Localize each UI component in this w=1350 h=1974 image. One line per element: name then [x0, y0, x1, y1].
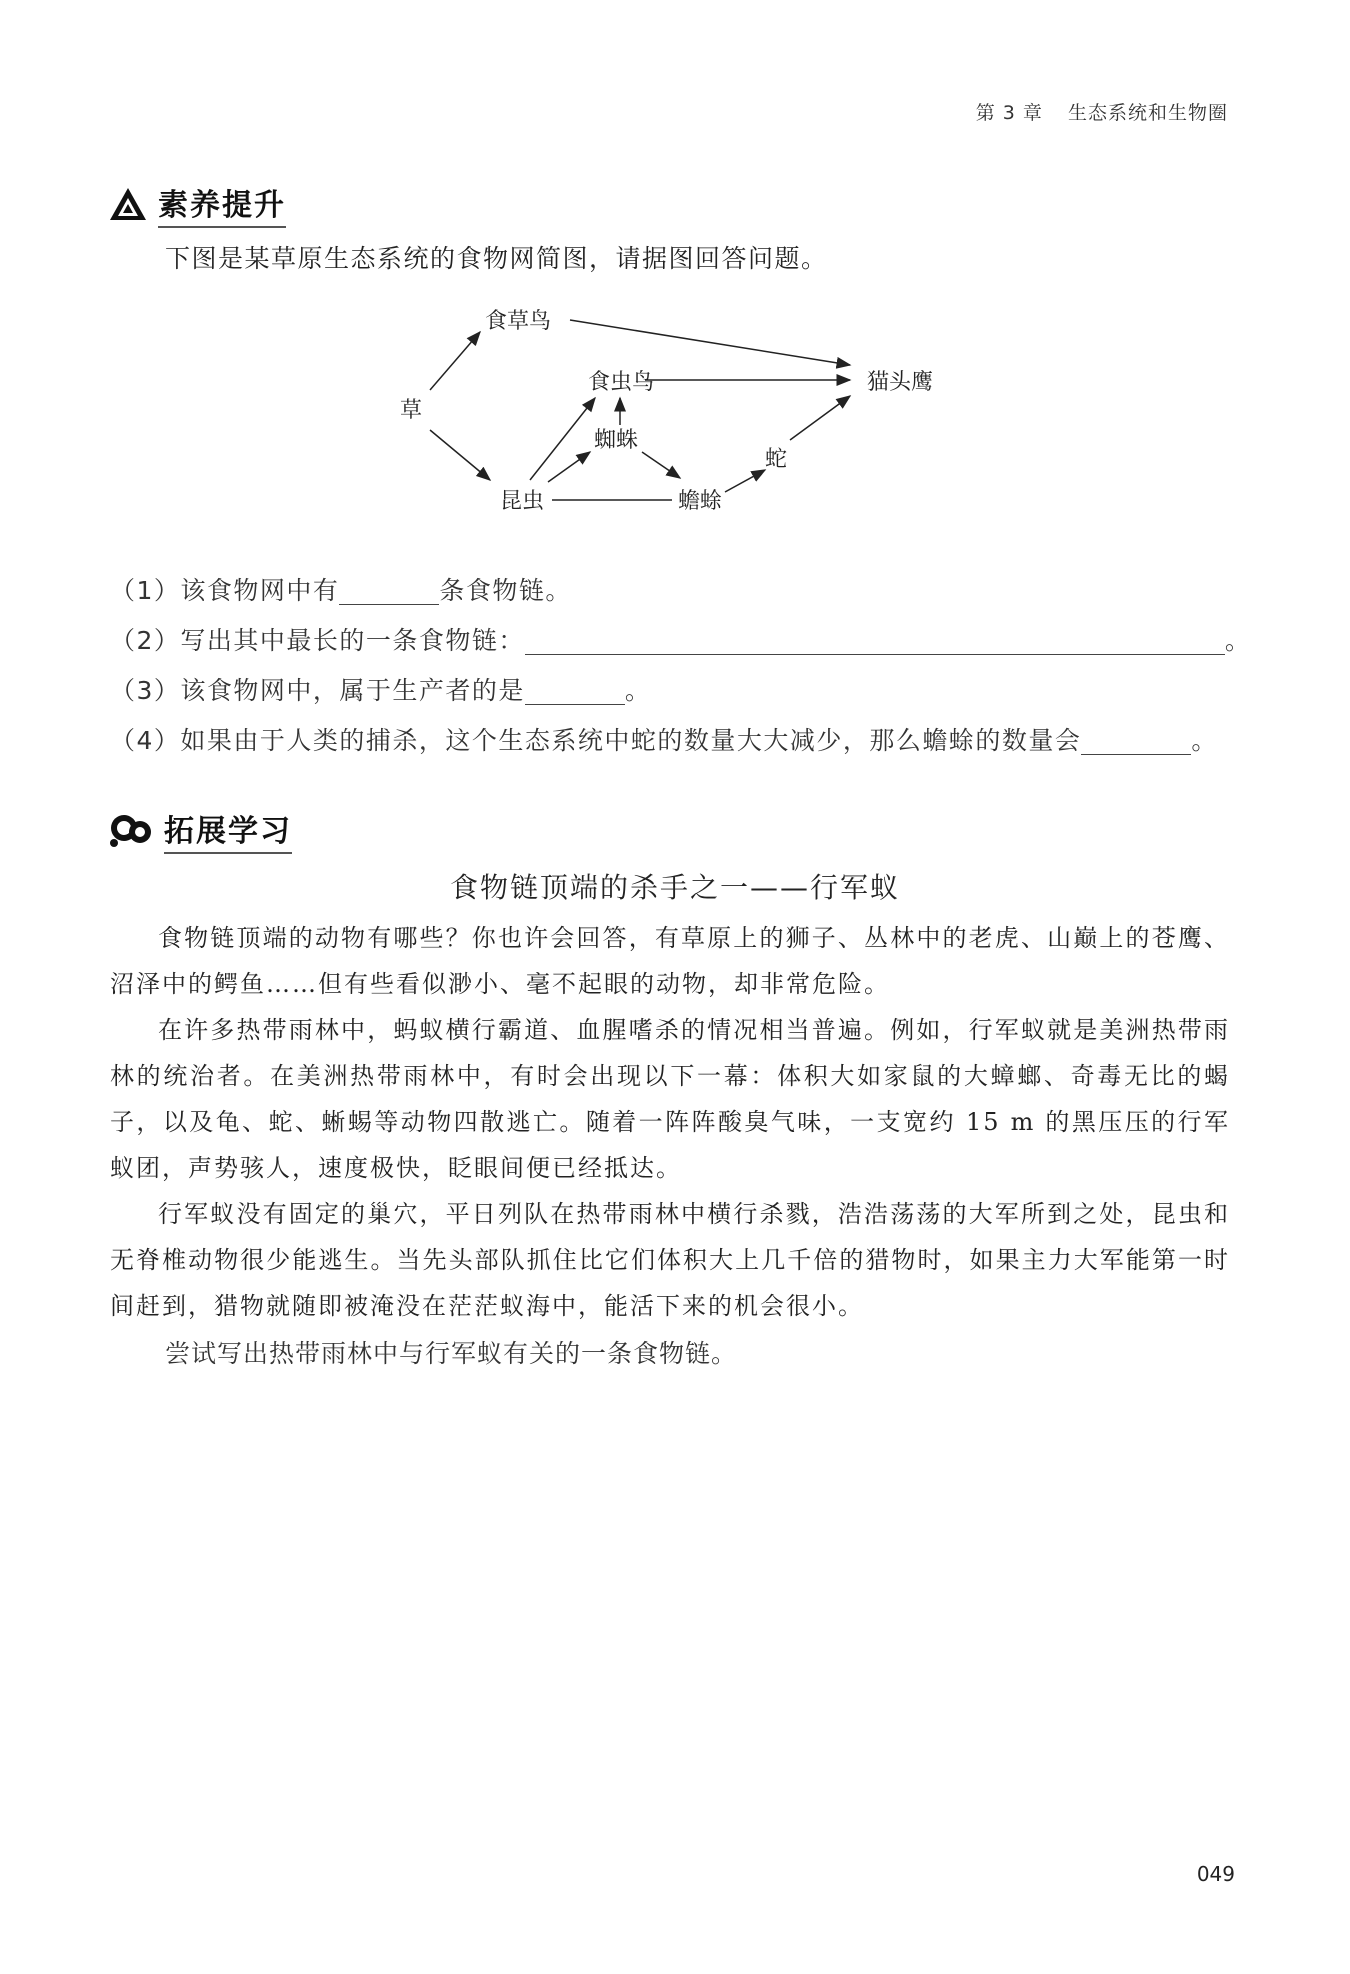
- answer-blank-4[interactable]: [1081, 724, 1191, 755]
- question-2: （2）写出其中最长的一条食物链： 。: [110, 626, 1252, 655]
- node-owl: 猫头鹰: [867, 370, 934, 395]
- section-title: 素养提升: [158, 180, 286, 228]
- task-prompt: 尝试写出热带雨林中与行军蚁有关的一条食物链。: [165, 1339, 738, 1368]
- question-4: （4）如果由于人类的捕杀，这个生态系统中蛇的数量大大减少，那么蟾蜍的数量会 。: [110, 726, 1218, 755]
- arrow-insect-insect-bird: [530, 398, 595, 480]
- node-spider: 蜘蛛: [594, 428, 639, 453]
- article-paragraph-2: 在许多热带雨林中，蚂蚁横行霸道、血腥嗜杀的情况相当普遍。例如，行军蚁就是美洲热带雨林的统治者。在美洲热带雨林中，有时会出现以下一幕：体积大如家鼠的大蟑螂、奇毒无比的蝎子，以及龟、蛇、蜥蜴等动物四散逃亡。随着一阵阵酸臭气味，一支宽约 15 m 的黑压压的行军蚁团，声势骇人，速度极快，眨眼间便已经抵达。: [110, 1016, 1230, 1182]
- answer-blank-3[interactable]: [525, 674, 625, 705]
- arrow-insect-spider: [548, 452, 590, 482]
- node-insectivorous-bird: 食虫鸟: [588, 370, 655, 395]
- article-body: [110, 915, 1230, 1329]
- arrow-grass-herb-bird: [430, 332, 480, 390]
- arrow-snake-owl: [790, 396, 850, 440]
- article-paragraph-3: 行军蚁没有固定的巢穴，平日列队在热带雨林中横行杀戮，浩浩荡荡的大军所到之处，昆虫和无脊椎动物很少能逃生。当先头部队抓住比它们体积大上几千倍的猎物时，如果主力大军能第一时间赶到，猎物就随即被淹没在茫茫蚁海中，能活下来的机会很小。: [110, 1200, 1230, 1320]
- food-web-diagram: [380, 290, 1000, 530]
- node-herbivorous-bird: 食草鸟: [485, 309, 552, 334]
- page-number: 049: [1196, 1862, 1235, 1886]
- article-title: 食物链顶端的杀手之一——行军蚁: [449, 871, 900, 904]
- arrow-toad-snake: [725, 470, 765, 492]
- running-header: [976, 98, 1228, 125]
- section-heading-literacy: [108, 180, 286, 228]
- food-web-arrows: [430, 320, 850, 500]
- answer-blank-2[interactable]: [525, 624, 1225, 655]
- question-3: （3）该食物网中，属于生产者的是 。: [110, 676, 652, 705]
- section-intro: 下图是某草原生态系统的食物网简图，请据图回答问题。: [165, 244, 828, 273]
- triangle-icon: [108, 186, 148, 222]
- arrow-grass-insect: [430, 430, 490, 480]
- node-grass: 草: [400, 398, 423, 423]
- chapter-title: 生态系统和生物圈: [1067, 102, 1228, 124]
- chapter-number: 第 3 章: [975, 102, 1043, 124]
- answer-blank-1[interactable]: [339, 574, 439, 605]
- speech-bubble-icon: [108, 812, 154, 848]
- question-1: （1）该食物网中有 条食物链。: [110, 576, 572, 605]
- node-insect: 昆虫: [500, 489, 545, 514]
- arrow-herb-bird-owl: [570, 320, 850, 365]
- node-snake: 蛇: [765, 447, 788, 472]
- section-heading-extended: [108, 806, 292, 854]
- arrow-spider-toad: [642, 452, 680, 478]
- node-toad: 蟾蜍: [678, 489, 723, 514]
- article-paragraph-1: 食物链顶端的动物有哪些？你也许会回答，有草原上的狮子、丛林中的老虎、山巅上的苍鹰、沼泽中的鳄鱼……但有些看似渺小、毫不起眼的动物，却非常危险。: [110, 924, 1230, 998]
- section-title: 拓展学习: [164, 806, 292, 854]
